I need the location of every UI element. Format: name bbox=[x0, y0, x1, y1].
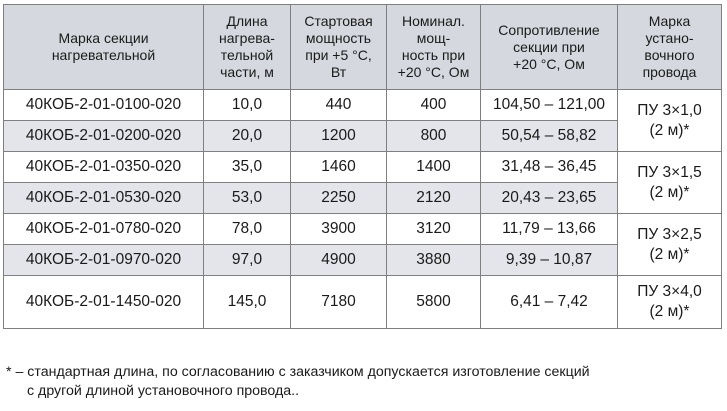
header-section-mark: Марка секции нагревательной bbox=[4, 5, 204, 90]
cell-resistance: 11,79 – 13,66 bbox=[481, 214, 618, 245]
table-row bbox=[4, 90, 722, 121]
cell-model: 40КОБ-2-01-1450-020 bbox=[4, 276, 204, 329]
cell-start-power: 440 bbox=[291, 90, 387, 121]
cell-wire-mark: ПУ 3×2,5 (2 м)* bbox=[618, 214, 722, 276]
cell-wire-mark: ПУ 3×1,5 (2 м)* bbox=[618, 152, 722, 214]
cell-model: 40КОБ-2-01-0200-020 bbox=[4, 121, 204, 152]
cell-nominal-power: 3880 bbox=[387, 245, 481, 276]
cell-length: 10,0 bbox=[204, 90, 291, 121]
cell-wire-mark: ПУ 3×1,0 (2 м)* bbox=[618, 90, 722, 152]
cell-model: 40КОБ-2-01-0100-020 bbox=[4, 90, 204, 121]
cell-start-power: 1460 bbox=[291, 152, 387, 183]
table-row bbox=[4, 121, 722, 152]
cell-model: 40КОБ-2-01-0780-020 bbox=[4, 214, 204, 245]
cell-length: 78,0 bbox=[204, 214, 291, 245]
cell-resistance: 20,43 – 23,65 bbox=[481, 183, 618, 214]
cell-resistance: 6,41 – 7,42 bbox=[481, 276, 618, 329]
cell-nominal-power: 800 bbox=[387, 121, 481, 152]
table-header-row bbox=[4, 5, 722, 90]
footnote bbox=[6, 363, 721, 401]
cell-length: 145,0 bbox=[204, 276, 291, 329]
cell-model: 40КОБ-2-01-0530-020 bbox=[4, 183, 204, 214]
cell-wire-mark: ПУ 3×4,0 (2 м)* bbox=[618, 276, 722, 329]
table-row bbox=[4, 183, 722, 214]
heating-sections-table bbox=[3, 4, 722, 329]
cell-length: 20,0 bbox=[204, 121, 291, 152]
table-row bbox=[4, 214, 722, 245]
cell-resistance: 31,48 – 36,45 bbox=[481, 152, 618, 183]
cell-nominal-power: 2120 bbox=[387, 183, 481, 214]
cell-model: 40КОБ-2-01-0970-020 bbox=[4, 245, 204, 276]
header-start-power: Стартовая мощность при +5 °C, Вт bbox=[291, 5, 387, 90]
cell-nominal-power: 1400 bbox=[387, 152, 481, 183]
cell-length: 53,0 bbox=[204, 183, 291, 214]
header-nominal-power: Номинал. мощ- ность при +20 °C, Ом bbox=[387, 5, 481, 90]
cell-start-power: 1200 bbox=[291, 121, 387, 152]
header-wire-mark: Марка устано- вочного провода bbox=[618, 5, 722, 90]
table-row bbox=[4, 245, 722, 276]
cell-start-power: 4900 bbox=[291, 245, 387, 276]
cell-resistance: 50,54 – 58,82 bbox=[481, 121, 618, 152]
cell-start-power: 2250 bbox=[291, 183, 387, 214]
footnote-line-1: * – стандартная длина, по согласованию с заказчиком допускается изготовление секций bbox=[6, 364, 590, 380]
cell-start-power: 3900 bbox=[291, 214, 387, 245]
cell-resistance: 104,50 – 121,00 bbox=[481, 90, 618, 121]
header-heating-length: Длина нагрева- тельной части, м bbox=[204, 5, 291, 90]
cell-start-power: 7180 bbox=[291, 276, 387, 329]
cell-nominal-power: 5800 bbox=[387, 276, 481, 329]
header-resistance: Сопротивление секции при +20 °C, Ом bbox=[481, 5, 618, 90]
cell-nominal-power: 3120 bbox=[387, 214, 481, 245]
cell-length: 35,0 bbox=[204, 152, 291, 183]
table-row bbox=[4, 276, 722, 329]
cell-model: 40КОБ-2-01-0350-020 bbox=[4, 152, 204, 183]
footnote-line-2: с другой длиной установочного провода.. bbox=[27, 383, 300, 399]
table-row bbox=[4, 152, 722, 183]
cell-resistance: 9,39 – 10,87 bbox=[481, 245, 618, 276]
cell-nominal-power: 400 bbox=[387, 90, 481, 121]
cell-length: 97,0 bbox=[204, 245, 291, 276]
